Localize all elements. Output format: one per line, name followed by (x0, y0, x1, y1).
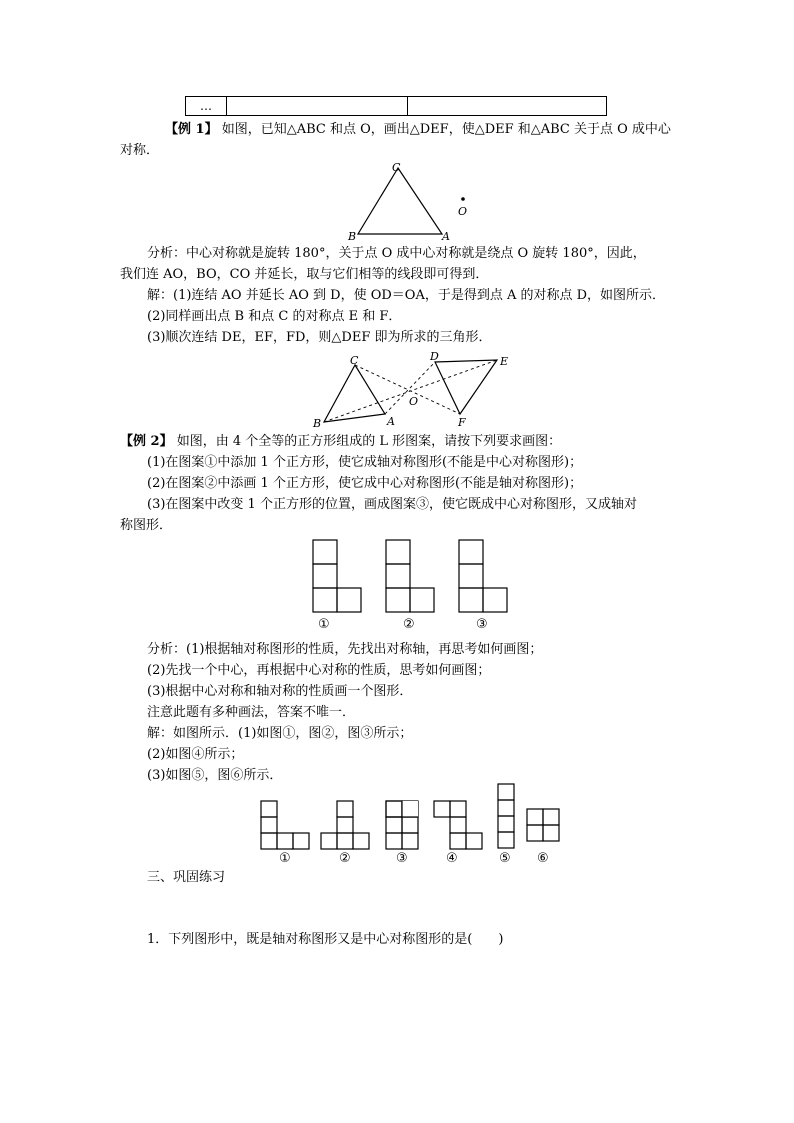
example2-line1 (120, 432, 561, 452)
answer-fig-label-1: ① (279, 851, 291, 866)
top-table (185, 96, 607, 116)
answer-figure-1 (260, 800, 310, 850)
example1-text: 如图，已知△ABC 和点 O，画出△DEF，使△DEF 和△ABC 关于点 O 成中心 (217, 122, 671, 137)
table-cell: … (186, 97, 227, 116)
label-C: C (350, 354, 359, 367)
l-shape-figure-2 (385, 539, 437, 615)
answer-figure-3 (385, 800, 419, 850)
example2-req-1: (1)在图案①中添加 1 个正方形，使它成轴对称图形(不能是中心对称图形)； (147, 455, 583, 470)
example2-answer-3: (3)如图⑤，图⑥所示． (147, 768, 283, 783)
answer-figure-6 (526, 808, 560, 842)
example1-solution-3: (3)顺次连结 DE，EF，FD，则△DEF 即为所求的三角形． (147, 330, 492, 345)
answer-figure-4 (433, 800, 483, 850)
fig-label-1: ① (318, 617, 330, 632)
answer-fig-label-6: ⑥ (537, 851, 549, 866)
example1-line1 (165, 120, 671, 140)
example2-text: 如图，由 4 个全等的正方形组成的 L 形图案，请按下列要求画图： (172, 434, 562, 449)
example2-note: 注意此题有多种画法，答案不唯一． (147, 705, 356, 720)
exercise1-question: 1．下列图形中，既是轴对称图形又是中心对称图形的是( ) (147, 932, 504, 947)
label-A: A (387, 415, 395, 428)
answer-figure-2 (320, 800, 370, 850)
example2-analysis-2: (2)先找一个中心，再根据中心对称的性质，思考如何画图； (147, 663, 491, 678)
answer-fig-label-5: ⑤ (499, 851, 511, 866)
answer-fig-label-2: ② (339, 851, 351, 866)
answer-fig-label-4: ④ (446, 851, 458, 866)
table-cell (227, 97, 408, 116)
example1-analysis-2: 我们连 AO，BO，CO 并延长，取与它们相等的线段即可得到． (120, 267, 489, 282)
example1-analysis-1: 分析：中心对称就是旋转 180°，关于点 O 成中心对称就是绕点 O 旋转 180°，因此， (147, 246, 646, 261)
label-E: E (500, 355, 509, 368)
example2-req-2: (2)在图案②中添画 1 个正方形，使它成中心对称图形(不能是轴对称图形)； (147, 476, 583, 491)
table-cell (408, 97, 607, 116)
example2-analysis-1: 分析：(1)根据轴对称图形的性质，先找出对称轴，再思考如何画图； (147, 642, 543, 657)
example2-tag: 【例 2】 (120, 434, 173, 449)
label-B: B (348, 230, 357, 243)
example2-answer-1: 解：如图所示．(1)如图①，图②，图③所示； (147, 726, 413, 741)
example1-solution-1: 解：(1)连结 AO 并延长 AO 到 D，使 OD＝OA，于是得到点 A 的对称点 D，如图所示． (147, 288, 666, 303)
fig-label-3: ③ (476, 617, 488, 632)
label-D: D (430, 350, 439, 363)
fig-label-2: ② (403, 617, 415, 632)
example2-answer-2: (2)如图④所示； (147, 747, 244, 762)
label-F: F (458, 416, 466, 429)
example2-req-3b: 称图形． (120, 518, 173, 533)
triangle-figure-2 (310, 350, 520, 430)
answer-fig-label-3: ③ (396, 851, 408, 866)
section3-title: 三、巩固练习 (147, 870, 226, 885)
example1-solution-2: (2)同样画出点 B 和点 C 的对称点 E 和 F． (147, 309, 402, 324)
example2-analysis-3: (3)根据中心对称和轴对称的性质画一个图形． (147, 684, 413, 699)
label-C: C (392, 161, 401, 174)
example2-req-3a: (3)在图案中改变 1 个正方形的位置，画成图案③，使它既成中心对称图形，又成轴对 (147, 497, 637, 512)
label-B: B (313, 417, 322, 430)
label-O: O (409, 395, 419, 408)
label-O: O (458, 205, 468, 218)
triangle-figure-1 (340, 158, 490, 244)
l-shape-figure-1 (312, 539, 364, 615)
l-shape-figure-3 (458, 539, 510, 615)
answer-figure-5 (497, 783, 515, 849)
example1-line2: 对称． (120, 143, 160, 158)
example1-tag: 【例 1】 (165, 122, 218, 137)
label-A: A (442, 230, 450, 243)
